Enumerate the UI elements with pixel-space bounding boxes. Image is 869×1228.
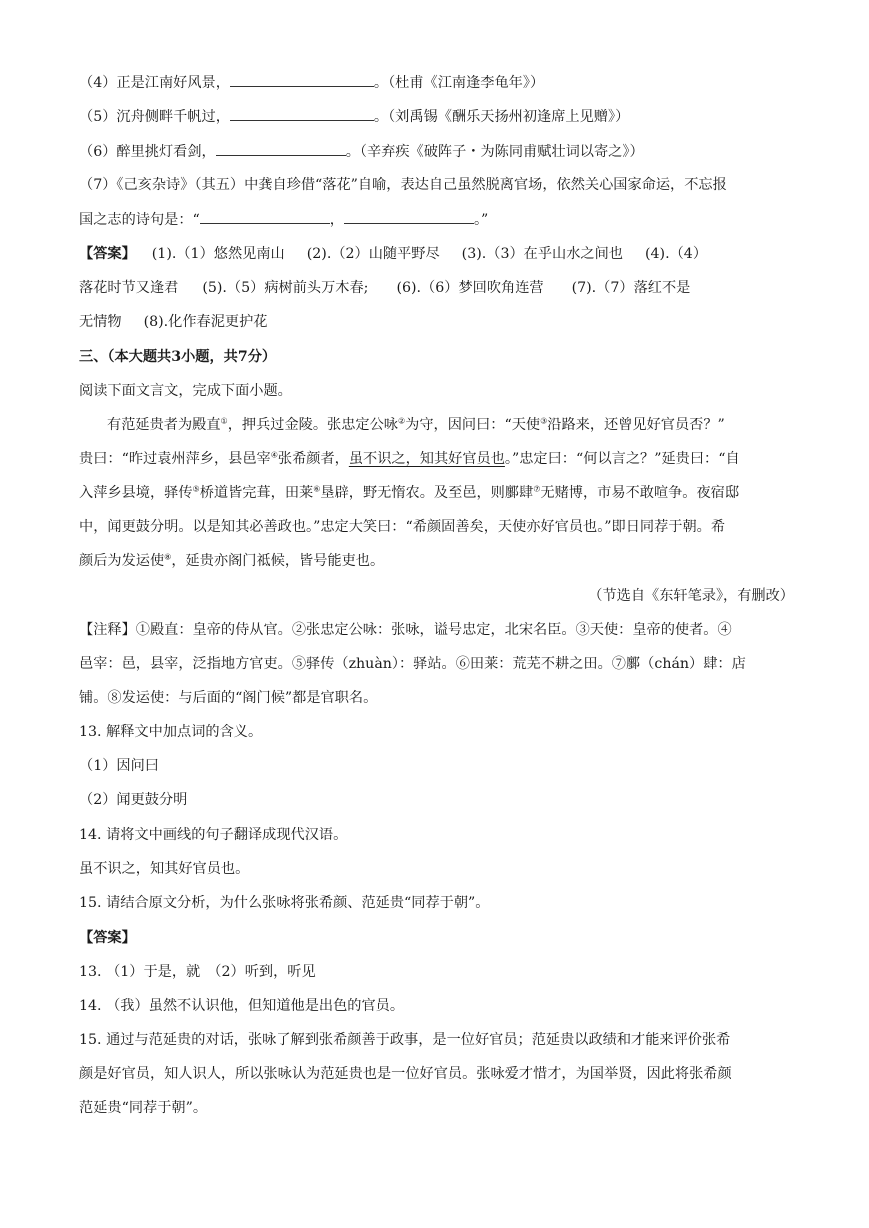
passage-text: 中， bbox=[79, 519, 108, 535]
q6-text: （6）醉里挑灯看剑， bbox=[79, 144, 216, 160]
answer-block-1-line3 bbox=[79, 312, 794, 332]
sub-text: 问曰 bbox=[130, 758, 159, 774]
section-instruction: 阅读下面文言文，完成下面小题。 bbox=[79, 383, 292, 399]
passage-text: 桥道皆完葺，田莱 bbox=[199, 485, 314, 501]
section-heading: 三、（本大题共3小题，共7分） bbox=[79, 349, 277, 365]
answer-blank bbox=[230, 72, 374, 87]
answer-block-1-line1 bbox=[79, 244, 794, 264]
q7-text: （7）《己亥杂诗》（其五）中龚自珍借“落花”自喻，表达自己虽然脱离官场，依然关心国家命运，不忘报 bbox=[79, 177, 727, 193]
fill-question-6 bbox=[79, 141, 794, 162]
sub-text: 更鼓分明 bbox=[130, 792, 188, 808]
passage-text: 更鼓分明。以是知其必善政也。”忠定大笑曰：“希颜固善矣，天使亦好官员也。”即日同荐于朝。希 bbox=[121, 519, 726, 535]
notes-text: 【注释】①殿直：皇帝的侍从官。②张忠定公咏：张咏，谥号忠定，北宋名臣。③天使：皇帝的使者。④ bbox=[79, 622, 732, 638]
passage-text: 问曰：“天使 bbox=[461, 417, 541, 433]
q4-source: 。（杜甫《江南逢李龟年》） bbox=[373, 75, 545, 91]
sub-label: （1） bbox=[79, 758, 117, 774]
passage-line-1 bbox=[107, 415, 794, 435]
answer-blank bbox=[344, 209, 474, 224]
notes-line-2: 邑宰：邑，县宰，泛指地方官吏。⑤驿传（zhuàn）：驿站。⑥田莱：荒芜不耕之田。⑦鄽（chán）肆：店 bbox=[79, 656, 746, 672]
q4-text: （4）正是江南好风景， bbox=[79, 75, 230, 91]
notes-line-1 bbox=[79, 620, 794, 640]
answer-blank bbox=[200, 209, 330, 224]
passage-text: 张希颜者， bbox=[277, 451, 349, 467]
footnote-marker: ③ bbox=[540, 416, 548, 426]
fill-question-7-line1 bbox=[79, 175, 794, 195]
passage-text: 无赌博，市易不敢喧争。夜宿邸 bbox=[540, 485, 740, 501]
fill-question-4 bbox=[79, 72, 794, 93]
answer-block-1-line2 bbox=[79, 278, 794, 298]
passage-text: 。”忠定曰：“何以言之？”延贵曰：“自 bbox=[504, 451, 740, 467]
q6-source: 。（辛弃疾《破阵子・为陈同甫赋壮词以寄之》） bbox=[345, 144, 644, 160]
answer-item: 无情物 bbox=[79, 314, 122, 330]
answer-item: (1).（1）悠然见南山 bbox=[151, 246, 285, 262]
passage-line-3 bbox=[79, 483, 794, 503]
answer-item: 落花时节又逢君 bbox=[79, 280, 179, 296]
answer-13: 13. （1）于是，就 （2）听到，听见 bbox=[79, 964, 316, 980]
passage-text: 有范延贵者为殿直 bbox=[107, 417, 221, 433]
answer-15-line3: 范延贵“同荐于朝”。 bbox=[79, 1100, 208, 1116]
answer-tag: 【答案】 bbox=[79, 246, 136, 262]
passage-line-5 bbox=[79, 551, 794, 571]
passage-text: ，押兵过金陵。张忠定公咏 bbox=[227, 417, 398, 433]
passage-text: 为守， bbox=[405, 417, 448, 433]
answer-item: (5).（5）病树前头万木春; bbox=[202, 280, 369, 296]
passage-text: ，延贵亦阁门祗候，皆号能吏也。 bbox=[171, 553, 385, 569]
passage-text: 入萍乡县境，驿传 bbox=[79, 485, 193, 501]
passage-text: 贵曰：“昨过袁州萍乡，县邑宰 bbox=[79, 451, 271, 467]
answer-15-line2: 颜是好官员，知人识人，所以张咏认为范延贵也是一位好官员。张咏爱才惜才，为国举贤，因此将张希颜 bbox=[79, 1066, 732, 1082]
dotted-word: 闻 bbox=[116, 792, 131, 808]
notes-line-3: 铺。⑧发运使：与后面的“阁门候”都是官职名。 bbox=[79, 690, 378, 706]
passage-text: 沿路来，还曾见好官员否？” bbox=[547, 417, 725, 433]
question-13-1 bbox=[79, 756, 794, 776]
footnote-marker: ① bbox=[220, 416, 228, 426]
answer-14: 14. （我）虽然不认识他，但知道他是出色的官员。 bbox=[79, 998, 405, 1014]
question-15: 15. 请结合原文分析，为什么张咏将张希颜、范延贵“同荐于朝”。 bbox=[79, 895, 490, 911]
q5-text: （5）沉舟侧畔千帆过， bbox=[79, 109, 230, 125]
fill-question-7-line2 bbox=[79, 209, 794, 230]
answer-blank bbox=[230, 106, 374, 121]
footnote-marker: ④ bbox=[270, 450, 278, 460]
closing-quote: 。” bbox=[473, 212, 489, 228]
passage-text: 垦辟，野无惰农。及至邑，则鄽肆 bbox=[320, 485, 534, 501]
answer-item: (3).（3）在乎山水之间也 bbox=[461, 246, 623, 262]
answer-tag-2: 【答案】 bbox=[79, 930, 136, 946]
dotted-word: 因 bbox=[447, 417, 462, 433]
q7-text-cont: 国之志的诗句是：“ bbox=[79, 212, 200, 228]
q5-source: 。（刘禹锡《酬乐天扬州初逢席上见赠》） bbox=[373, 109, 630, 125]
answer-item: (2).（2）山随平野尽 bbox=[306, 246, 440, 262]
footnote-marker: ⑧ bbox=[164, 552, 172, 562]
question-13-2 bbox=[79, 790, 794, 810]
dotted-word: 闻 bbox=[107, 519, 122, 535]
fill-question-5 bbox=[79, 106, 794, 127]
passage-source: （节选自《东轩笔录》，有删改） bbox=[588, 588, 794, 604]
footnote-marker: ⑤ bbox=[192, 484, 200, 494]
passage-line-4 bbox=[79, 517, 794, 537]
answer-item: (7).（7）落红不是 bbox=[571, 280, 691, 296]
passage-text: 颜后为发运使 bbox=[79, 553, 165, 569]
footnote-marker: ⑦ bbox=[533, 484, 541, 494]
comma: ， bbox=[329, 212, 344, 228]
footnote-marker: ⑥ bbox=[313, 484, 321, 494]
passage-line-2 bbox=[79, 449, 794, 469]
underlined-sentence: 虽不识之，知其好官员也 bbox=[348, 451, 505, 467]
question-14-sentence: 虽不识之，知其好官员也。 bbox=[79, 861, 250, 877]
answer-item: (8).化作春泥更护花 bbox=[143, 314, 268, 330]
answer-blank bbox=[216, 141, 346, 156]
answer-item: (6).（6）梦回吹角连营 bbox=[396, 280, 544, 296]
answer-15-line1: 15. 通过与范延贵的对话，张咏了解到张希颜善于政事，是一位好官员；范延贵以政绩和才能来评价张希 bbox=[79, 1032, 731, 1048]
question-13: 13. 解释文中加点词的含义。 bbox=[79, 724, 263, 740]
footnote-marker: ② bbox=[397, 416, 406, 426]
sub-label: （2） bbox=[79, 792, 117, 808]
question-14: 14. 请将文中画线的句子翻译成现代汉语。 bbox=[79, 827, 348, 843]
dotted-word: 因 bbox=[116, 758, 131, 774]
answer-item: (4).（4） bbox=[645, 246, 708, 262]
